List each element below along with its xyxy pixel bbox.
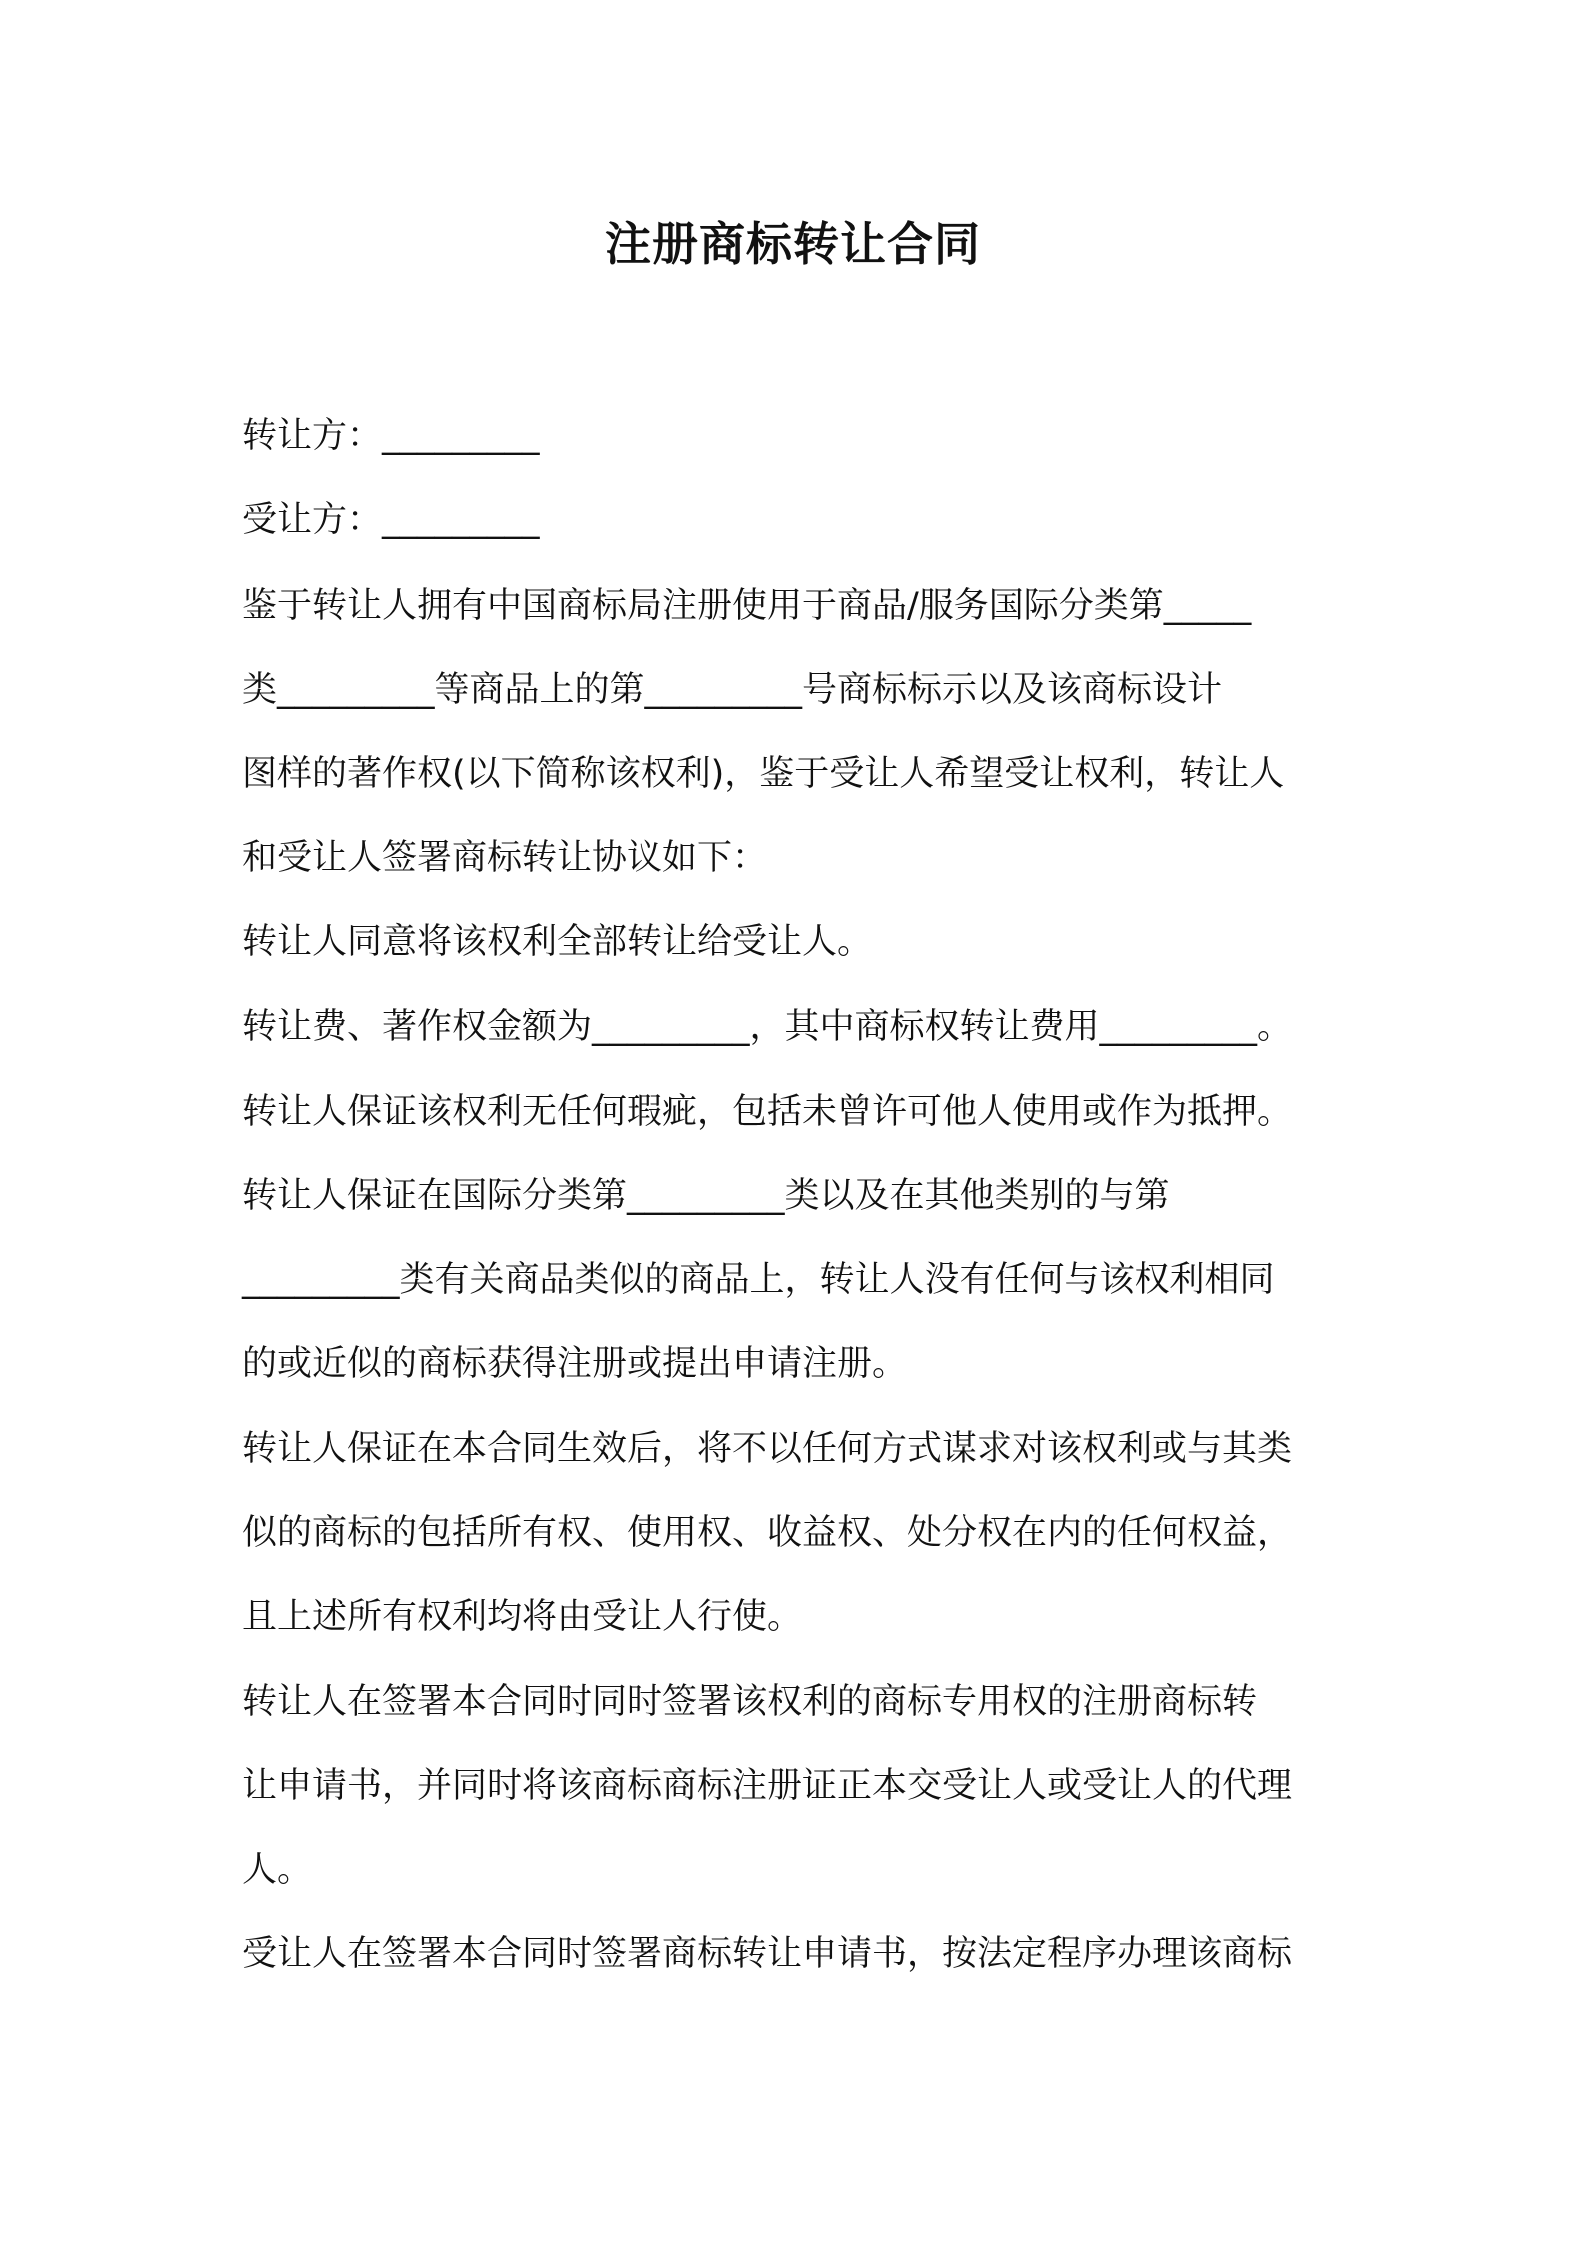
paragraph-line: 似的商标的包括所有权、使用权、收益权、处分权在内的任何权益， (242, 1513, 1293, 1553)
paragraph-line: 转让人保证在国际分类第_________类以及在其他类别的与第 (242, 1176, 1170, 1216)
document-title: 注册商标转让合同 (605, 217, 981, 271)
paragraph-line: 和受让人签署商标转让协议如下： (242, 838, 768, 878)
transferor-line: 转让方：_________ (242, 416, 540, 456)
paragraph-line: 鉴于转让人拥有中国商标局注册使用于商品/服务国际分类第_____ (242, 586, 1252, 626)
paragraph-line: _________类有关商品类似的商品上，转让人没有任何与该权利相同 (242, 1260, 1275, 1300)
paragraph-line: 类_________等商品上的第_________号商标标示以及该商标设计 (242, 670, 1223, 710)
paragraph-line: 转让人保证该权利无任何瑕疵，包括未曾许可他人使用或作为抵押。 (242, 1092, 1293, 1132)
paragraph-line: 转让费、著作权金额为_________，其中商标权转让费用_________。 (242, 1007, 1293, 1047)
paragraph-line: 转让人同意将该权利全部转让给受让人。 (242, 922, 873, 962)
paragraph-line: 转让人保证在本合同生效后，将不以任何方式谋求对该权利或与其类 (242, 1429, 1293, 1469)
paragraph-line: 让申请书，并同时将该商标商标注册证正本交受让人或受让人的代理 (242, 1766, 1293, 1806)
paragraph-line: 图样的著作权(以下简称该权利)，鉴于受让人希望受让权利，转让人 (242, 754, 1285, 794)
transferee-line: 受让方：_________ (242, 500, 540, 540)
paragraph-line: 受让人在签署本合同时签署商标转让申请书，按法定程序办理该商标 (242, 1934, 1293, 1974)
paragraph-line: 且上述所有权利均将由受让人行使。 (242, 1597, 803, 1637)
paragraph-line: 人。 (242, 1850, 313, 1890)
paragraph-line: 的或近似的商标获得注册或提出申请注册。 (242, 1344, 908, 1384)
paragraph-line: 转让人在签署本合同时同时签署该权利的商标专用权的注册商标转 (242, 1682, 1258, 1722)
